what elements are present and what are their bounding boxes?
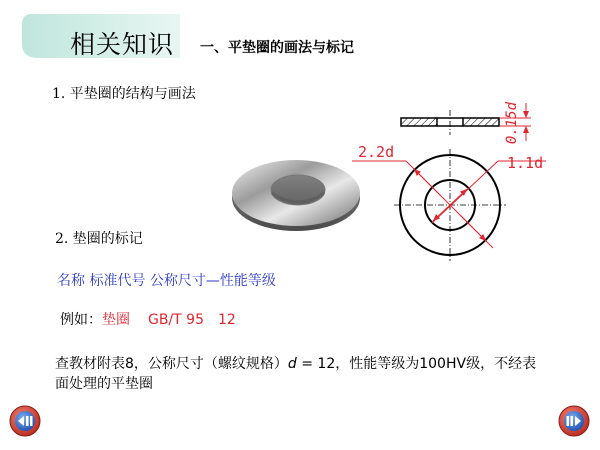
thickness-label: 0.15d bbox=[504, 101, 520, 145]
description-text bbox=[55, 354, 545, 394]
previous-slide-button[interactable] bbox=[9, 405, 41, 437]
example-label: 例如： bbox=[60, 312, 102, 328]
description-variable: d bbox=[287, 356, 297, 372]
description-before: 查教材附表8，公称尺寸（螺纹规格） bbox=[55, 356, 288, 372]
next-slide-button[interactable] bbox=[558, 405, 590, 437]
description-after: = 12，性能等级为100HV级，不经表面处理的平垫圈 bbox=[55, 356, 537, 392]
washer-3d-image bbox=[228, 153, 364, 235]
washer-technical-drawing bbox=[350, 55, 590, 280]
section-heading-structure: 1. 平垫圈的结构与画法 bbox=[52, 86, 196, 102]
section-heading-marking: 2. 垫圈的标记 bbox=[55, 231, 143, 247]
page-title: 相关知识 bbox=[70, 30, 175, 59]
example-line bbox=[60, 309, 236, 329]
marking-format-text: 名称 标准代号 公称尺寸—性能等级 bbox=[57, 273, 276, 289]
page-subtitle: 一、平垫圈的画法与标记 bbox=[200, 40, 354, 56]
inner-diameter-label: 1.1d bbox=[507, 154, 544, 172]
example-name: 垫圈 bbox=[102, 312, 130, 328]
outer-diameter-label: 2.2d bbox=[358, 143, 395, 161]
example-size: 12 bbox=[218, 312, 236, 328]
example-standard: GB/T 95 bbox=[148, 312, 204, 328]
